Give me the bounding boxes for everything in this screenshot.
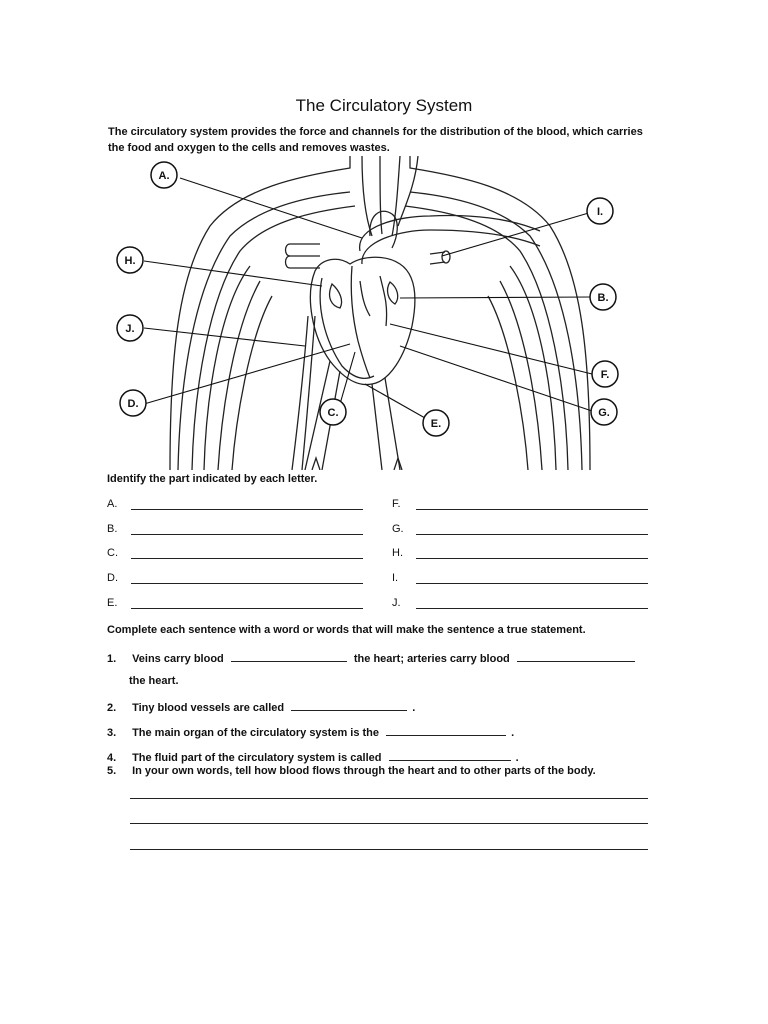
question-text: The fluid part of the circulatory system is called [132, 752, 382, 764]
answer-blank[interactable] [386, 724, 506, 736]
identify-letter: D. [107, 572, 118, 584]
question-number: 2. [107, 702, 117, 714]
answer-blank[interactable] [416, 546, 648, 559]
question-3 [107, 724, 514, 739]
identify-letter: E. [107, 597, 118, 609]
question-2 [107, 699, 415, 714]
identify-letter: B. [107, 523, 118, 535]
identify-heading: Identify the part indicated by each letter. [107, 473, 318, 485]
identify-letter: H. [392, 547, 403, 559]
answer-blank[interactable] [131, 571, 363, 584]
identify-letter: F. [392, 498, 401, 510]
answer-blank[interactable] [131, 497, 363, 510]
answer-blank[interactable] [416, 497, 648, 510]
heart-outline [310, 257, 414, 384]
diagram-label-e: E. [430, 418, 442, 430]
question-text: the heart. [129, 675, 179, 687]
question-1-continued [129, 675, 179, 687]
identify-letter: J. [392, 597, 401, 609]
question-number: 1. [107, 653, 117, 665]
identify-letter: A. [107, 498, 118, 510]
identify-row-a [107, 497, 363, 510]
question-text: Tiny blood vessels are called [132, 702, 285, 714]
complete-heading: Complete each sentence with a word or words that will make the sentence a true statement. [107, 624, 586, 636]
question-end: . [515, 752, 519, 764]
diagram-label-j: J. [125, 323, 135, 335]
answer-line[interactable] [130, 823, 648, 824]
diagram-label-b: B. [597, 292, 609, 304]
answer-blank[interactable] [517, 650, 635, 662]
answer-blank[interactable] [131, 546, 363, 559]
question-1 [107, 650, 635, 665]
answer-blank[interactable] [389, 749, 511, 761]
page-title: The Circulatory System [295, 96, 473, 115]
question-text: The main organ of the circulatory system is the [132, 727, 380, 739]
answer-line[interactable] [130, 849, 648, 850]
question-5 [107, 765, 596, 777]
arm-left-outer [178, 192, 350, 470]
question-number: 5. [107, 765, 117, 777]
answer-blank[interactable] [416, 596, 648, 609]
identify-row-j [392, 596, 648, 609]
diagram-label-d: D. [127, 398, 139, 410]
answer-blank[interactable] [416, 522, 648, 535]
question-end: . [412, 702, 416, 714]
question-number: 3. [107, 727, 117, 739]
question-number: 4. [107, 752, 117, 764]
question-4 [107, 749, 519, 764]
identify-row-b [107, 522, 363, 535]
question-text: In your own words, tell how blood flows through the heart and to other parts of the body. [132, 765, 596, 777]
identify-row-g [392, 522, 648, 535]
identify-row-i [392, 571, 648, 584]
circulatory-diagram [100, 156, 660, 470]
answer-blank[interactable] [416, 571, 648, 584]
diagram-label-i: I. [596, 206, 604, 218]
answer-blank[interactable] [131, 522, 363, 535]
answer-line[interactable] [130, 798, 648, 799]
diagram-label-c: C. [327, 407, 339, 419]
identify-row-h [392, 546, 648, 559]
intro-paragraph: The circulatory system provides the force and channels for the distribution of the blood, which carries the food and oxygen to the cells and removes wastes. [108, 126, 643, 154]
question-text: the heart; arteries carry blood [353, 653, 510, 665]
identify-letter: C. [107, 547, 118, 559]
question-end: . [511, 727, 515, 739]
diagram-label-f: F. [600, 369, 610, 381]
question-text: Veins carry blood [132, 653, 224, 665]
identify-row-c [107, 546, 363, 559]
diagram-label-h: H. [124, 255, 136, 267]
answer-blank[interactable] [291, 699, 407, 711]
identify-letter: I. [392, 572, 399, 584]
identify-row-d [107, 571, 363, 584]
diagram-label-g: G. [598, 407, 610, 419]
identify-row-e [107, 596, 363, 609]
identify-row-f [392, 497, 648, 510]
answer-blank[interactable] [131, 596, 363, 609]
diagram-label-a: A. [158, 170, 170, 182]
answer-blank[interactable] [231, 650, 347, 662]
identify-letter: G. [392, 523, 404, 535]
